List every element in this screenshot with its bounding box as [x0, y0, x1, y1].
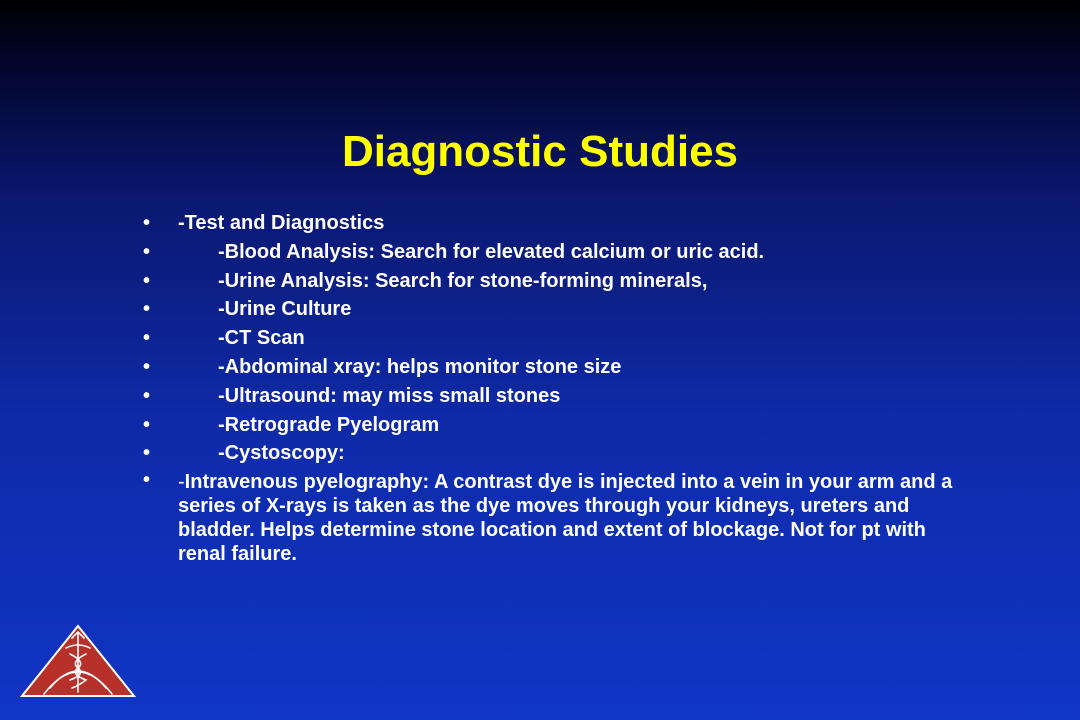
bullet-item	[140, 324, 960, 353]
bullet-dot: •	[143, 384, 151, 407]
bullet-text: -Blood Analysis: Search for elevated calcium or uric acid.	[218, 240, 765, 263]
bullet-list	[140, 209, 960, 566]
bullet-item	[140, 295, 960, 324]
bullet-dot: •	[143, 413, 151, 436]
bullet-item	[140, 238, 960, 267]
bullet-item	[140, 382, 960, 411]
bullet-text: -Cystoscopy:	[218, 442, 345, 465]
bullet-item	[140, 411, 960, 440]
slide-title: Diagnostic Studies	[341, 127, 739, 176]
bullet-dot: •	[143, 212, 151, 234]
bullet-dot: •	[143, 327, 151, 350]
bullet-dot: •	[143, 269, 151, 292]
bullet-text: -Test and Diagnostics	[178, 212, 385, 234]
caduceus-triangle-icon	[20, 624, 136, 698]
bullet-text: -Urine Culture	[218, 298, 352, 321]
bullet-item	[140, 267, 960, 296]
bullet-dot: •	[143, 355, 151, 378]
bullet-item	[140, 468, 960, 566]
bullet-text: Intravenous pyelography: A contrast dye is injected into a vein in your arm and a series of X-rays is taken as the dye moves through your kidneys, ureters and bladder. Helps determine stone location and extent of blockage. Not for pt with renal failure.	[178, 471, 953, 566]
bullet-item	[140, 353, 960, 382]
bullet-dot: •	[143, 469, 151, 492]
bullet-text: -Urine Analysis: Search for stone-forming minerals,	[218, 269, 708, 292]
bullet-item	[140, 439, 960, 468]
bullet-text: -Retrograde Pyelogram	[218, 413, 440, 436]
bullet-text: -Ultrasound: may miss small stones	[218, 384, 561, 407]
bullet-dot: •	[143, 442, 151, 465]
bullet-dot: •	[143, 240, 151, 263]
bullet-item	[140, 209, 960, 238]
bullet-dash: -	[178, 471, 185, 494]
bullet-dot: •	[143, 298, 151, 321]
bullet-text: -CT Scan	[218, 327, 305, 350]
bullet-text: -Abdominal xray: helps monitor stone size	[218, 355, 622, 378]
